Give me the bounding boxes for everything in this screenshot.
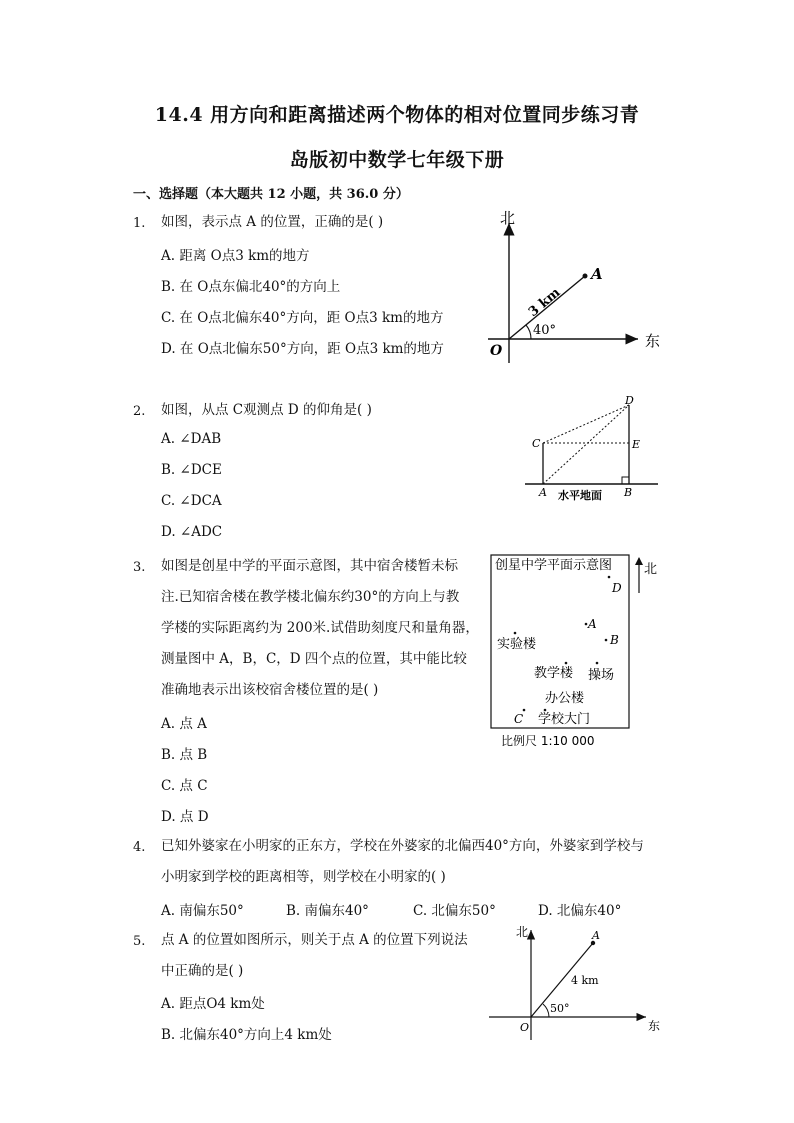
q3-north-label: 北 xyxy=(644,562,658,577)
q1-point-label: A xyxy=(591,265,603,283)
q4-option-d[interactable]: D. 北偏东40° xyxy=(538,903,622,919)
q5-number: 5. xyxy=(133,934,146,949)
q5-east-label: 东 xyxy=(648,1019,661,1033)
q3-gate-label: 学校大门 xyxy=(538,712,591,727)
q3-stem-line1: 如图是创星中学的平面示意图，其中宿舍楼暂未标 xyxy=(161,558,458,574)
q5-stem-line2: 中正确的是( ) xyxy=(161,963,244,979)
q5-origin-label: O xyxy=(520,1021,530,1034)
q3-option-b[interactable]: B. 点 B xyxy=(161,747,208,763)
q5-angle-label: 50° xyxy=(550,1002,570,1015)
q4-number: 4. xyxy=(133,840,146,855)
q2-option-b[interactable]: B. ∠DCE xyxy=(161,462,222,478)
q1-option-c[interactable]: C. 在 O点北偏东40°方向，距 O点3 km的地方 xyxy=(161,310,444,326)
q2-label-e: E xyxy=(632,438,641,451)
q1-north-label: 北 xyxy=(500,209,516,227)
q2-right-angle-mark xyxy=(622,477,629,484)
q3-teaching-label: 教学楼 xyxy=(534,666,574,681)
q1-angle-arc xyxy=(526,325,531,339)
q2-label-d: D xyxy=(625,394,634,407)
section-header: 一、选择题（本大题共 12 小题，共 36.0 分） xyxy=(133,187,409,202)
q3-point-d: D xyxy=(612,581,622,595)
q2-ground-label: 水平地面 xyxy=(558,489,602,502)
q3-scale-label: 比例尺 1:10 000 xyxy=(501,734,595,748)
q3-option-a[interactable]: A. 点 A xyxy=(161,716,207,732)
q3-option-c[interactable]: C. 点 C xyxy=(161,778,208,794)
q1-option-b[interactable]: B. 在 O点东偏北40°的方向上 xyxy=(161,279,341,295)
q1-number: 1. xyxy=(133,216,146,231)
q2-segment-ad xyxy=(543,405,629,484)
q1-option-d[interactable]: D. 在 O点北偏东50°方向，距 O点3 km的地方 xyxy=(161,341,444,357)
q4-stem-line1: 已知外婆家在小明家的正东方，学校在外婆家的北偏西40°方向，外婆家到学校与 xyxy=(161,838,644,854)
q1-angle-label: 40° xyxy=(533,323,557,338)
q2-segment-cd xyxy=(543,405,629,443)
page-title-line2: 岛版初中数学七年级下册 xyxy=(289,149,505,171)
q2-option-c[interactable]: C. ∠DCA xyxy=(161,493,222,509)
q3-map-title: 创星中学平面示意图 xyxy=(495,558,613,573)
q3-point-b: B xyxy=(610,633,619,647)
q5-option-b[interactable]: B. 北偏东40°方向上4 km处 xyxy=(161,1027,332,1043)
q2-option-a[interactable]: A. ∠DAB xyxy=(161,431,222,447)
q3-stem-line2: 注.已知宿舍楼在教学楼北偏东约30°的方向上与教 xyxy=(161,589,460,605)
q1-origin-label: O xyxy=(490,343,503,359)
q4-option-b[interactable]: B. 南偏东40° xyxy=(286,903,369,919)
page-title-line1: 14.4 用方向和距离描述两个物体的相对位置同步练习青 xyxy=(154,104,640,126)
q3-stem-line4: 测量图中 A，B，C，D 四个点的位置，其中能比较 xyxy=(161,651,467,667)
q1-option-a[interactable]: A. 距离 O点3 km的地方 xyxy=(161,248,310,264)
q5-point-label: A xyxy=(592,929,600,942)
q2-label-b: B xyxy=(624,486,633,499)
q5-distance-label: 4 km xyxy=(571,974,599,987)
q1-point-a xyxy=(583,274,588,279)
q1-distance-label: 3 km xyxy=(525,285,564,321)
q3-north-arrowhead xyxy=(635,557,643,565)
q1-stem: 如图，表示点 A 的位置，正确的是( ) xyxy=(161,214,384,230)
q1-east-label: 东 xyxy=(645,332,661,350)
q2-label-c: C xyxy=(532,437,541,450)
q2-option-d[interactable]: D. ∠ADC xyxy=(161,524,223,540)
q2-stem: 如图，从点 C观测点 D 的仰角是( ) xyxy=(161,402,372,418)
q3-point-a: A xyxy=(588,617,597,631)
q3-option-d[interactable]: D. 点 D xyxy=(161,809,209,825)
q5-stem-line1: 点 A 的位置如图所示，则关于点 A 的位置下列说法 xyxy=(161,932,468,948)
q4-option-c[interactable]: C. 北偏东50° xyxy=(413,903,496,919)
q3-lab-label: 实验楼 xyxy=(497,637,537,652)
q5-figure xyxy=(486,922,666,1044)
q3-number: 3. xyxy=(133,560,146,575)
q3-stem-line3: 学楼的实际距离约为 200米.试借助刻度尺和量角器， xyxy=(161,620,479,636)
q3-figure xyxy=(486,553,668,751)
q5-north-label: 北 xyxy=(516,925,529,939)
q2-label-a: A xyxy=(539,486,547,499)
q3-playground-label: 操场 xyxy=(588,668,615,683)
q3-stem-line5: 准确地表示出该校宿舍楼位置的是( ) xyxy=(161,682,379,698)
q5-angle-arc xyxy=(543,1004,549,1017)
q1-figure xyxy=(478,205,668,365)
q3-point-c: C xyxy=(514,712,524,726)
q2-number: 2. xyxy=(133,404,146,419)
q2-figure xyxy=(515,392,665,507)
q4-option-a[interactable]: A. 南偏东50° xyxy=(161,903,244,919)
q3-office-label: 办公楼 xyxy=(545,691,585,706)
q5-option-a[interactable]: A. 距点O4 km处 xyxy=(161,996,265,1012)
q4-stem-line2: 小明家到学校的距离相等，则学校在小明家的( ) xyxy=(161,869,446,885)
